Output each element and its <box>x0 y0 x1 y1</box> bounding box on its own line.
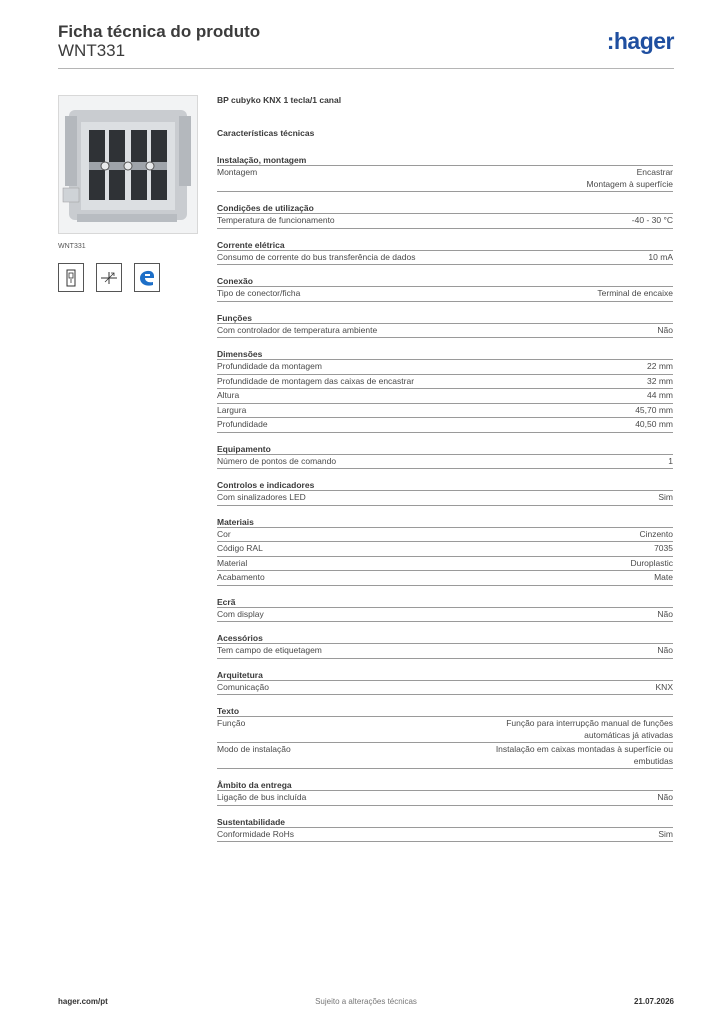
spec-row <box>217 743 673 769</box>
spec-value: 32 mm <box>647 375 673 386</box>
spec-label: Largura <box>217 404 247 415</box>
spec-section <box>217 348 673 433</box>
spec-label: Tem campo de etiquetagem <box>217 645 322 655</box>
section-title: Texto <box>217 705 673 717</box>
spec-value: Duroplastic <box>630 557 673 568</box>
spec-value: Instalação em caixas montadas à superfície ou embutidas <box>495 744 673 766</box>
spec-row <box>217 251 673 266</box>
spec-value: Não <box>657 792 673 802</box>
spec-section <box>217 202 673 229</box>
spec-row <box>217 389 673 404</box>
spec-label: Profundidade <box>217 419 268 429</box>
section-title: Instalação, montagem <box>217 154 673 166</box>
spec-section <box>217 632 673 659</box>
product-photo <box>58 95 198 234</box>
page-footer <box>58 997 674 1009</box>
spec-row <box>217 324 673 339</box>
spec-value: 40,50 mm <box>635 419 673 429</box>
spec-label: Consumo de corrente do bus transferência de dados <box>217 251 416 262</box>
spec-value: Sim <box>658 828 673 839</box>
spec-label: Material <box>217 557 248 568</box>
section-title: Sustentabilidade <box>217 816 673 828</box>
spec-value: Sim <box>658 492 673 502</box>
spec-row <box>217 791 673 806</box>
spec-row <box>217 166 673 192</box>
spec-label: Conformidade RoHs <box>217 828 295 839</box>
section-title: Ecrã <box>217 596 673 608</box>
spec-value: Não <box>657 608 673 619</box>
spec-label: Cor <box>217 528 231 539</box>
certification-icons <box>58 263 160 292</box>
spec-value: -40 - 30 °C <box>631 215 673 225</box>
spec-label: Função <box>217 718 246 728</box>
section-title: Corrente elétrica <box>217 239 673 251</box>
footer-website[interactable]: hager.com/pt <box>58 997 108 1006</box>
spec-row <box>217 491 673 506</box>
spec-row <box>217 644 673 659</box>
section-title: Arquitetura <box>217 669 673 681</box>
section-title: Controlos e indicadores <box>217 479 673 491</box>
spec-row <box>217 828 673 843</box>
spec-value: Terminal de encaixe <box>597 288 673 298</box>
spec-value: KNX <box>655 681 673 692</box>
page-header <box>58 20 674 70</box>
spec-row <box>217 287 673 302</box>
spec-row <box>217 214 673 229</box>
footer-note: Sujeito a alterações técnicas <box>315 997 417 1006</box>
ecolabel-icon <box>134 263 160 292</box>
spec-section <box>217 816 673 843</box>
spec-value: 22 mm <box>647 361 673 371</box>
spec-section <box>217 516 673 586</box>
product-specs <box>217 95 673 852</box>
spec-section <box>217 705 673 769</box>
section-title: Condições de utilização <box>217 202 673 214</box>
spec-label: Acabamento <box>217 572 265 582</box>
spec-value: 10 mA <box>648 251 673 262</box>
spec-row <box>217 360 673 375</box>
spec-sections <box>217 154 673 842</box>
spec-label: Modo de instalação <box>217 744 291 754</box>
spec-row <box>217 717 673 743</box>
spec-row <box>217 557 673 572</box>
technical-characteristics-heading: Características técnicas <box>217 128 315 138</box>
spec-value: 45,70 mm <box>635 404 673 415</box>
section-title: Âmbito da entrega <box>217 779 673 791</box>
spec-label: Número de pontos de comando <box>217 455 337 466</box>
spec-value: Encastrar Montagem à superfície <box>586 167 673 189</box>
spec-label: Com controlador de temperatura ambiente <box>217 324 378 335</box>
section-title: Conexão <box>217 275 673 287</box>
spec-label: Profundidade de montagem das caixas de encastrar <box>217 375 415 386</box>
spec-row <box>217 542 673 557</box>
product-code: WNT331 <box>58 41 126 60</box>
footer-date: 21.07.2026 <box>633 997 674 1006</box>
spec-row <box>217 375 673 390</box>
spec-row <box>217 455 673 470</box>
spec-label: Montagem <box>217 167 258 177</box>
spec-value: Função para interrupção manual de funções automáticas já ativadas <box>506 718 673 740</box>
knx-bus-symbol-icon <box>96 263 122 292</box>
spec-value: Não <box>657 324 673 335</box>
spec-label: Comunicação <box>217 681 269 692</box>
spec-label: Profundidade da montagem <box>217 361 322 371</box>
spec-section <box>217 596 673 623</box>
section-title: Materiais <box>217 516 673 528</box>
section-title: Funções <box>217 312 673 324</box>
document-title: Ficha técnica do produto <box>58 22 261 41</box>
spec-row <box>217 608 673 623</box>
spec-label: Ligação de bus incluída <box>217 792 307 802</box>
spec-section <box>217 312 673 339</box>
spec-row <box>217 418 673 433</box>
spec-value: 7035 <box>654 543 673 553</box>
spec-row <box>217 571 673 586</box>
spec-label: Com sinalizadores LED <box>217 492 306 502</box>
hager-logo: :hager <box>606 28 674 54</box>
section-title: Dimensões <box>217 348 673 360</box>
spec-section <box>217 443 673 470</box>
product-name: BP cubyko KNX 1 tecla/1 canal <box>217 95 342 105</box>
spec-value: Mate <box>654 572 673 582</box>
spec-section <box>217 275 673 302</box>
spec-section <box>217 779 673 806</box>
spec-value: Não <box>657 645 673 655</box>
section-title: Acessórios <box>217 632 673 644</box>
spec-label: Tipo de conector/ficha <box>217 288 301 298</box>
spec-label: Temperatura de funcionamento <box>217 215 335 225</box>
spec-section <box>217 669 673 696</box>
spec-section <box>217 479 673 506</box>
spec-label: Altura <box>217 390 240 400</box>
spec-label: Código RAL <box>217 543 263 553</box>
spec-label: Com display <box>217 608 264 619</box>
section-title: Equipamento <box>217 443 673 455</box>
switch-symbol-icon <box>58 263 84 292</box>
spec-row <box>217 404 673 419</box>
spec-row <box>217 681 673 696</box>
spec-row <box>217 528 673 543</box>
spec-section <box>217 239 673 266</box>
image-caption: WNT331 <box>58 243 86 250</box>
spec-value: 1 <box>668 455 673 466</box>
header-divider <box>58 68 674 69</box>
spec-section <box>217 154 673 192</box>
spec-value: Cinzento <box>639 528 673 539</box>
spec-value: 44 mm <box>647 390 673 400</box>
